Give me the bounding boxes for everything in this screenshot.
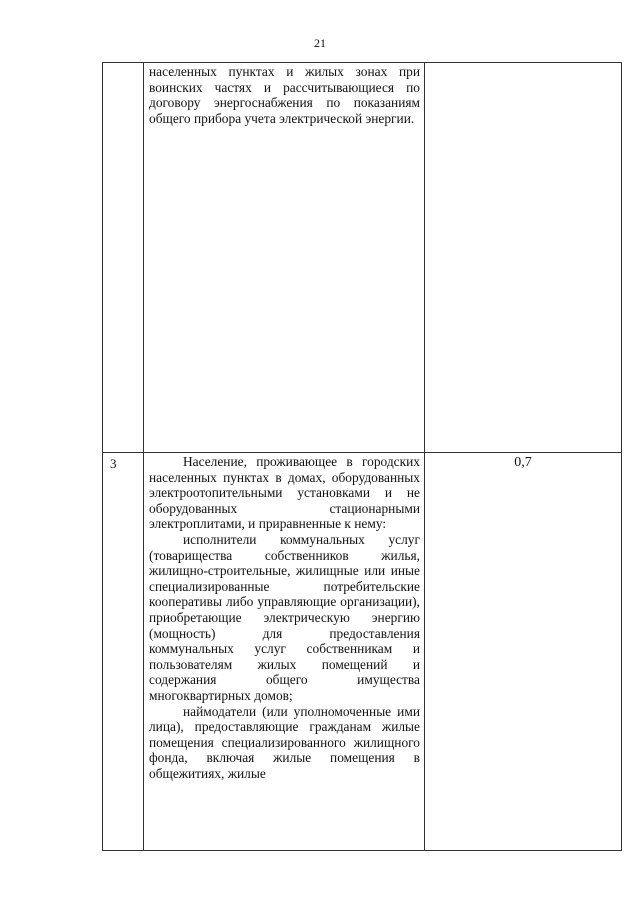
description-paragraph: наймодатели (или уполномоченные ими лица), предоставляющие гражданам жилые помещения специализированного жилищного фонда, включая жилые помещения в общежитиях, жилые — [149, 703, 420, 781]
description-paragraph: населенных пунктах и жилых зонах при воинских частях и рассчитывающиеся по договору энергоснабжения по показаниям общего прибора учета электрической энергии. — [149, 64, 420, 126]
row-value-cell — [425, 453, 622, 851]
table-row — [103, 453, 622, 851]
table-row — [103, 63, 622, 453]
coefficient-value: 0,7 — [514, 455, 532, 470]
page-number: 21 — [314, 36, 326, 50]
description-paragraph: исполнители коммунальных услуг (товарищества собственников жилья, жилищно-строительные, жилищные или иные специализированные потребительские кооперативы либо управляющие организации), приобретающие электрическую энергию (мощность) для предоставления коммунальных услуг собственникам и пользователям жилых помещений и содержания общего имущества многоквартирных домов; — [149, 531, 420, 703]
row-value-cell — [425, 63, 622, 453]
tariff-table — [102, 62, 622, 851]
row-number-cell — [103, 453, 144, 851]
row-description-cell — [144, 63, 425, 453]
row-number: 3 — [110, 456, 117, 471]
row-number-cell — [103, 63, 144, 453]
description-paragraph: Население, проживающее в городских населенных пунктах в домах, оборудованных электроотопительными установками и не оборудованных стационарными электроплитами, и приравненные к нему: — [149, 454, 420, 532]
row-description-cell — [144, 453, 425, 851]
